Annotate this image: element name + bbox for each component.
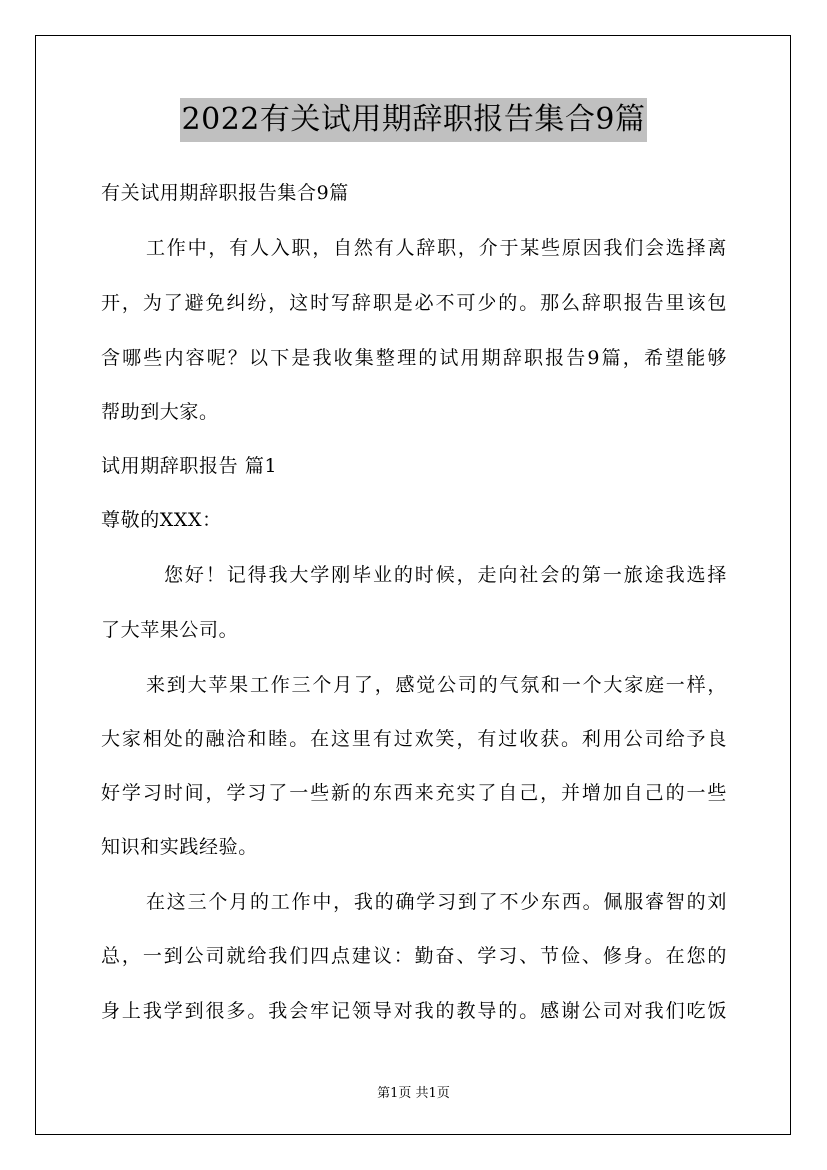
paragraph-line: 总，一到公司就给我们四点建议：勤奋、学习、节俭、修身。在您的 (101, 945, 727, 967)
paragraph-line: 大家相处的融洽和睦。在这里有过欢笑，有过收获。利用公司给予良 (101, 728, 727, 750)
title-container (0, 98, 827, 142)
salutation: 尊敬的XXX： (101, 509, 222, 531)
paragraph-line: 好学习时间，学习了一些新的东西来充实了自己，并增加自己的一些 (101, 782, 727, 804)
paragraph-line: 身上我学到很多。我会牢记领导对我的教导的。感谢公司对我们吃饭 (101, 1000, 727, 1022)
paragraph-line: 帮助到大家。 (101, 401, 219, 423)
subtitle-line: 有关试用期辞职报告集合9篇 (101, 182, 349, 204)
paragraph-line: 来到大苹果工作三个月了，感觉公司的气氛和一个大家庭一样， (146, 674, 727, 696)
paragraph-line: 您好！记得我大学刚毕业的时候，走向社会的第一旅途我选择 (164, 564, 727, 586)
section-heading: 试用期辞职报告 篇1 (101, 455, 278, 477)
document-title: 2022有关试用期辞职报告集合9篇 (180, 98, 648, 142)
page-footer: 第1页 共1页 (377, 1086, 450, 1101)
paragraph-line: 开，为了避免纠纷，这时写辞职是必不可少的。那么辞职报告里该包 (101, 292, 727, 314)
paragraph-line: 含哪些内容呢？以下是我收集整理的试用期辞职报告9篇，希望能够 (101, 347, 727, 369)
paragraph-line: 工作中，有人入职，自然有人辞职，介于某些原因我们会选择离 (146, 237, 727, 259)
paragraph-line: 知识和实践经验。 (101, 836, 258, 858)
paragraph-line: 了大苹果公司。 (101, 619, 239, 641)
paragraph-line: 在这三个月的工作中，我的确学习到了不少东西。佩服睿智的刘 (146, 891, 727, 913)
